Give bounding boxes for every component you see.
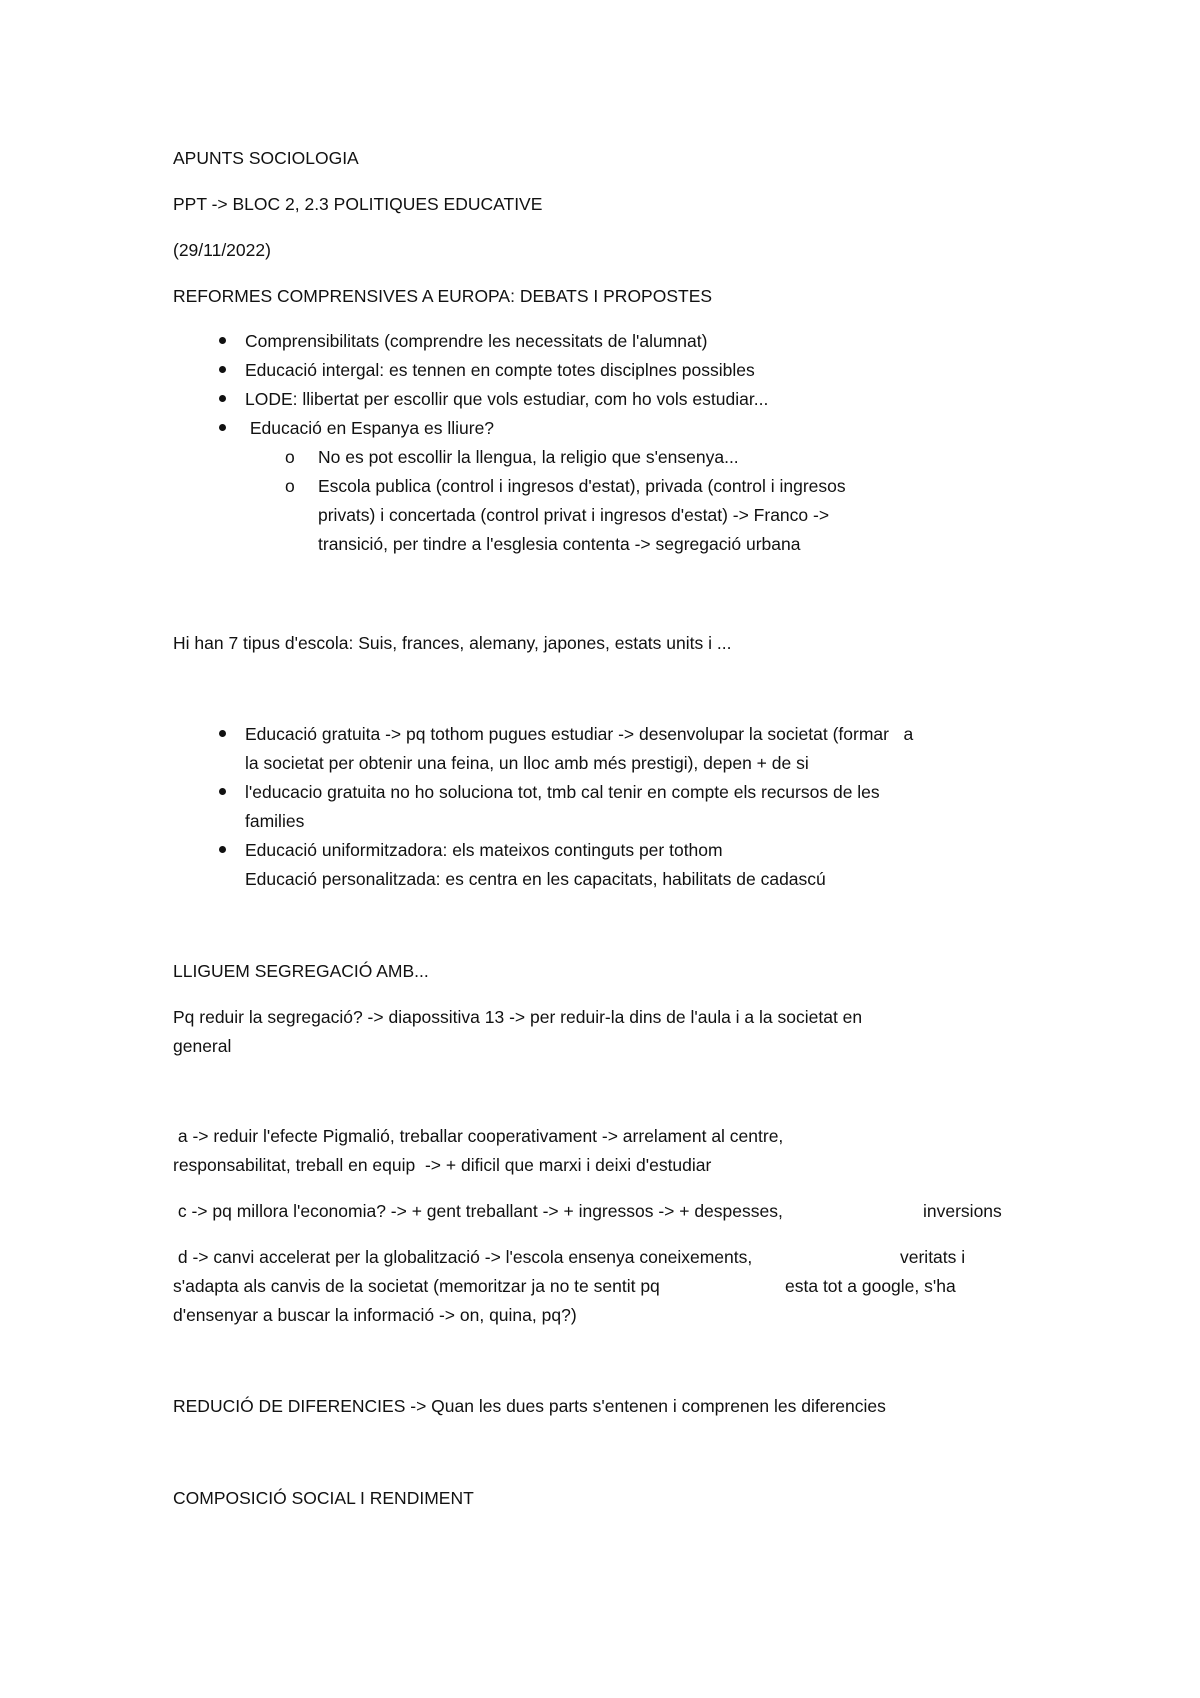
list-item-continued: la societat per obtenir una feina, un lloc amb més prestigi), depen + de si bbox=[245, 753, 809, 773]
doc-title: APUNTS SOCIOLOGIA bbox=[173, 148, 359, 168]
paragraph-question-continued: general bbox=[173, 1036, 232, 1056]
list-item-continued: families bbox=[245, 811, 305, 831]
bullet-dot bbox=[219, 395, 226, 402]
sub-list-item: No es pot escollir la llengua, la religio que s'ensenya... bbox=[318, 447, 739, 467]
list-item-continued: Educació personalitzada: es centra en les capacitats, habilitats de cadascú bbox=[245, 869, 826, 889]
bullet-dot bbox=[219, 730, 226, 737]
sub-list-item-continued: transició, per tindre a l'esglesia contenta -> segregació urbana bbox=[318, 534, 801, 554]
list-item: Comprensibilitats (comprendre les necessitats de l'alumnat) bbox=[245, 331, 708, 351]
list-item: Educació uniformitzadora: els mateixos continguts per tothom bbox=[245, 840, 723, 860]
paragraph-c: c -> pq millora l'economia? -> + gent treballant -> + ingressos -> + despesses, bbox=[173, 1201, 783, 1221]
sub-bullet-marker: o bbox=[285, 476, 295, 496]
list-item: Educació en Espanya es lliure? bbox=[245, 418, 495, 438]
paragraph-d-continued: s'adapta als canvis de la societat (memoritzar ja no te sentit pq bbox=[173, 1276, 660, 1296]
paragraph-a-continued: responsabilitat, treball en equip -> + dificil que marxi i deixi d'estudiar bbox=[173, 1155, 712, 1175]
paragraph-d-continued: d'ensenyar a buscar la informació -> on, quina, pq?) bbox=[173, 1305, 577, 1325]
list-item: l'educacio gratuita no ho soluciona tot, tmb cal tenir en compte els recursos de les bbox=[245, 782, 880, 802]
sub-bullet-marker: o bbox=[285, 447, 295, 467]
section-heading-composicio: COMPOSICIÓ SOCIAL I RENDIMENT bbox=[173, 1488, 474, 1508]
bullet-dot bbox=[219, 424, 226, 431]
list-item: LODE: llibertat per escollir que vols estudiar, com ho vols estudiar... bbox=[245, 389, 769, 409]
section-heading-reformes: REFORMES COMPRENSIVES A EUROPA: DEBATS I PROPOSTES bbox=[173, 286, 713, 306]
doc-subtitle: PPT -> BLOC 2, 2.3 POLITIQUES EDUCATIVE bbox=[173, 194, 543, 214]
list-item: Educació gratuita -> pq tothom pugues estudiar -> desenvolupar la societat (formar a bbox=[245, 724, 914, 744]
paragraph-schools: Hi han 7 tipus d'escola: Suis, frances, alemany, japones, estats units i ... bbox=[173, 633, 732, 653]
paragraph-c-tail: inversions bbox=[923, 1201, 1002, 1221]
section-heading-segregacio: LLIGUEM SEGREGACIÓ AMB... bbox=[173, 961, 429, 981]
paragraph-d-continued-tail: esta tot a google, s'ha bbox=[785, 1276, 956, 1296]
doc-date: (29/11/2022) bbox=[173, 240, 271, 260]
bullet-dot bbox=[219, 366, 226, 373]
sub-list-item-continued: privats) i concertada (control privat i ingresos d'estat) -> Franco -> bbox=[318, 505, 830, 525]
paragraph-a: a -> reduir l'efecte Pigmalió, treballar cooperativament -> arrelament al centre, bbox=[173, 1126, 784, 1146]
paragraph-question: Pq reduir la segregació? -> diapossitiva 13 -> per reduir-la dins de l'aula i a la societat en bbox=[173, 1007, 863, 1027]
paragraph-reduction: REDUCIÓ DE DIFERENCIES -> Quan les dues parts s'entenen i comprenen les diferencies bbox=[173, 1396, 886, 1416]
sub-list-item: Escola publica (control i ingresos d'estat), privada (control i ingresos bbox=[318, 476, 846, 496]
bullet-dot bbox=[219, 788, 226, 795]
list-item: Educació intergal: es tennen en compte totes disciplnes possibles bbox=[245, 360, 755, 380]
paragraph-d: d -> canvi accelerat per la globalització -> l'escola ensenya coneixements, bbox=[173, 1247, 753, 1267]
paragraph-d-tail: veritats i bbox=[900, 1247, 966, 1267]
bullet-dot bbox=[219, 337, 226, 344]
bullet-dot bbox=[219, 846, 226, 853]
